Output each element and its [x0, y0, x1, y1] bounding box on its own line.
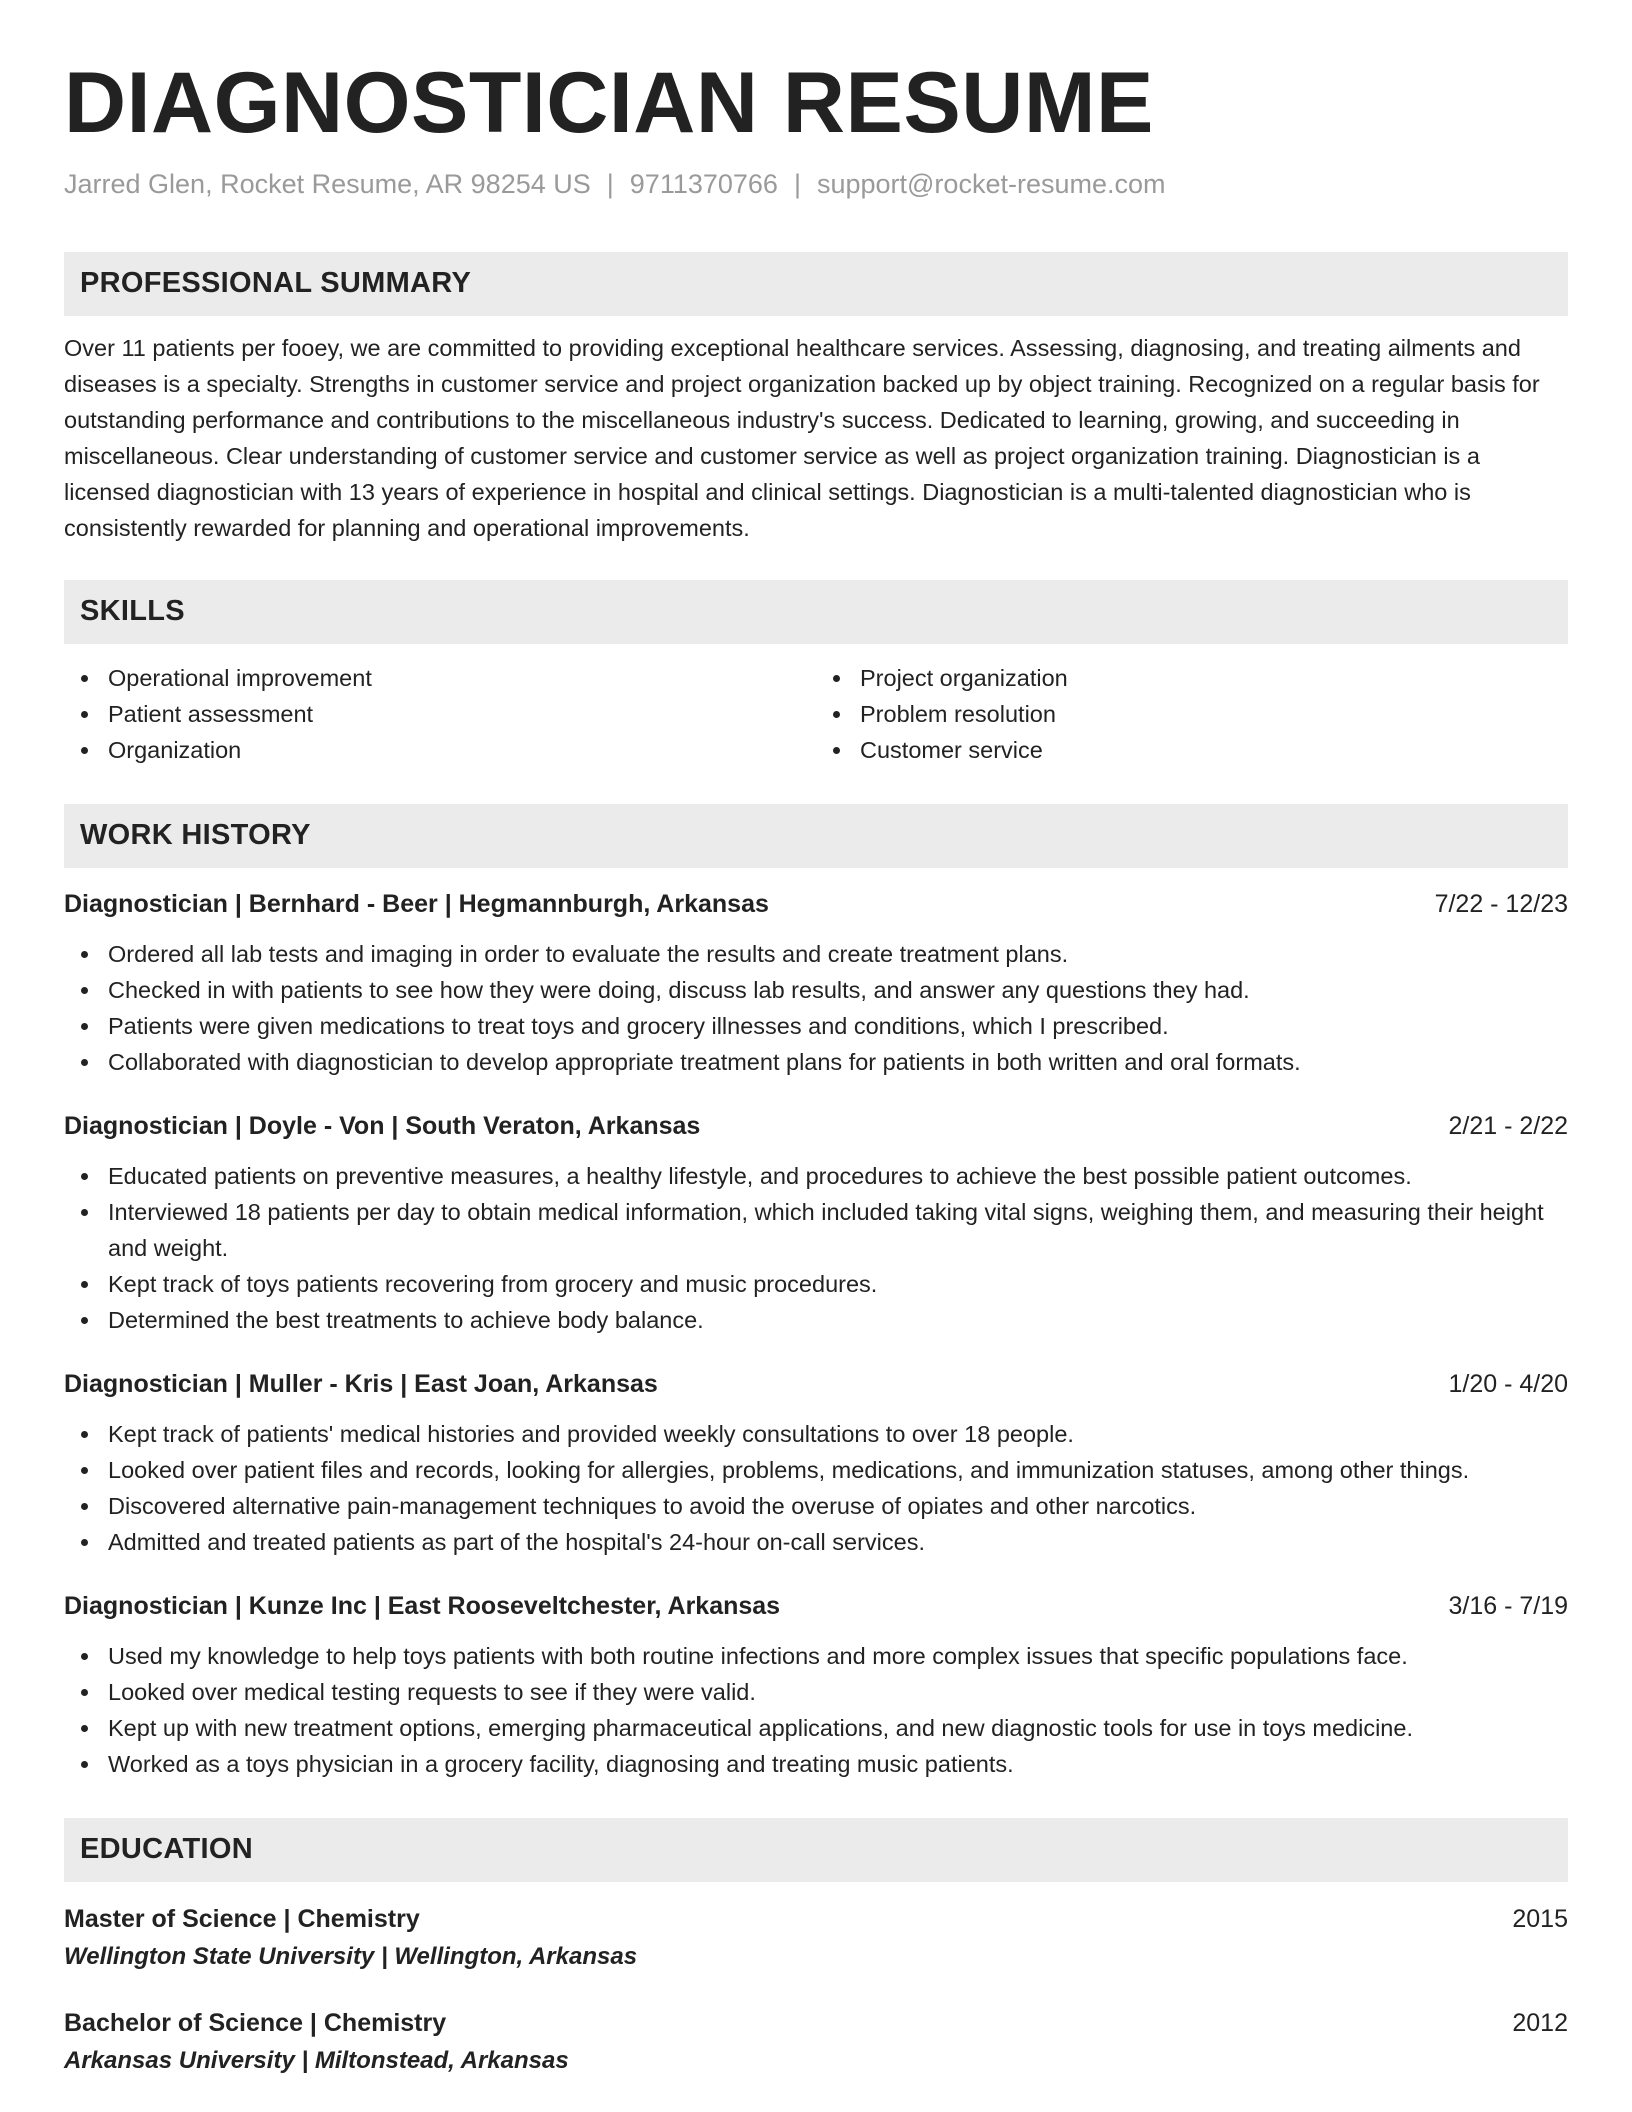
skill-item: Customer service [816, 732, 1568, 768]
job-bullet: Determined the best treatments to achieve body balance. [64, 1302, 1568, 1338]
section-heading: SKILLS [80, 595, 185, 628]
education-year: 2012 [1512, 2008, 1568, 2037]
job-entry [64, 886, 1568, 1080]
job-bullet: Discovered alternative pain-management techniques to avoid the overuse of opiates and other narcotics. [64, 1488, 1568, 1524]
job-bullet: Worked as a toys physician in a grocery facility, diagnosing and treating music patients. [64, 1746, 1568, 1782]
section-header [64, 580, 1568, 644]
job-bullet: Kept up with new treatment options, emerging pharmaceutical applications, and new diagnostic tools for use in toys medicine. [64, 1710, 1568, 1746]
job-header [64, 886, 1568, 922]
job-bullet: Checked in with patients to see how they were doing, discuss lab results, and answer any questions they had. [64, 972, 1568, 1008]
job-bullet: Looked over medical testing requests to see if they were valid. [64, 1674, 1568, 1710]
skills-list [64, 660, 1568, 768]
section-header [64, 252, 1568, 316]
summary-text: Over 11 patients per fooey, we are committed to providing exceptional healthcare services. Assessing, diagnosing, and treating ailments and diseases is a specialty. Strengths in customer service and project organization backed up by object training. Recognized on a regular basis for outstanding performance and contributions to the miscellaneous industry's success. Dedicated to learning, growing, and succeeding in miscellaneous. Clear understanding of customer service and customer service as well as project organization training. Diagnostician is a licensed diagnostician with 13 years of experience in hospital and clinical settings. Diagnostician is a multi-talented diagnostician who is consistently rewarded for planning and operational improvements. [64, 334, 1540, 541]
contact-address: Jarred Glen, Rocket Resume, AR 98254 US [64, 168, 591, 199]
job-bullet: Educated patients on preventive measures, a healthy lifestyle, and procedures to achieve the best possible patient outcomes. [64, 1158, 1568, 1194]
skill-item: Organization [64, 732, 816, 768]
skill-item: Patient assessment [64, 696, 816, 732]
job-bullets [64, 1638, 1568, 1782]
education-degree: Bachelor of Science | Chemistry [64, 2008, 447, 2037]
contact-line [64, 169, 1568, 200]
job-title: Diagnostician | Doyle - Von | South Veraton, Arkansas [64, 1111, 701, 1140]
contact-phone: 9711370766 [629, 168, 778, 199]
job-dates: 7/22 - 12/23 [1434, 889, 1568, 918]
education-school: Arkansas University | Miltonstead, Arkansas [64, 2046, 569, 2074]
job-header [64, 1588, 1568, 1624]
job-dates: 2/21 - 2/22 [1448, 1111, 1568, 1140]
resume-title: DIAGNOSTICIAN RESUME [64, 55, 1154, 151]
contact-email: support@rocket-resume.com [816, 168, 1166, 199]
work-history-section [64, 804, 1568, 1782]
job-bullets [64, 1416, 1568, 1560]
job-bullet: Kept track of patients' medical histories and provided weekly consultations to over 18 people. [64, 1416, 1568, 1452]
section-header [64, 804, 1568, 868]
summary-section [64, 252, 1568, 546]
section-heading: EDUCATION [80, 1833, 253, 1866]
job-header [64, 1366, 1568, 1402]
education-school: Wellington State University | Wellington, Arkansas [64, 1942, 638, 1970]
education-degree: Master of Science | Chemistry [64, 1904, 420, 1933]
job-entry [64, 1108, 1568, 1338]
skill-item: Operational improvement [64, 660, 816, 696]
job-bullets [64, 936, 1568, 1080]
skills-section [64, 580, 1568, 768]
job-bullet: Interviewed 18 patients per day to obtain medical information, which included taking vital signs, weighing them, and measuring their height and weight. [64, 1194, 1568, 1266]
job-bullets [64, 1158, 1568, 1338]
education-entry [64, 1900, 1568, 1976]
job-bullet: Patients were given medications to treat toys and grocery illnesses and conditions, which I prescribed. [64, 1008, 1568, 1044]
job-dates: 3/16 - 7/19 [1448, 1591, 1568, 1620]
job-bullet: Collaborated with diagnostician to develop appropriate treatment plans for patients in both written and oral formats. [64, 1044, 1568, 1080]
contact-separator: | [606, 168, 614, 199]
job-bullet: Admitted and treated patients as part of the hospital's 24-hour on-call services. [64, 1524, 1568, 1560]
skill-item: Problem resolution [816, 696, 1568, 732]
job-bullet: Used my knowledge to help toys patients with both routine infections and more complex issues that specific populations face. [64, 1638, 1568, 1674]
job-title: Diagnostician | Kunze Inc | East Rooseveltchester, Arkansas [64, 1591, 781, 1620]
job-entry [64, 1588, 1568, 1782]
skills-column-left [64, 660, 816, 768]
job-bullet: Looked over patient files and records, looking for allergies, problems, medications, and immunization statuses, among other things. [64, 1452, 1568, 1488]
job-header [64, 1108, 1568, 1144]
contact-separator: | [793, 168, 801, 199]
education-entry [64, 2004, 1568, 2080]
job-bullet: Kept track of toys patients recovering from grocery and music procedures. [64, 1266, 1568, 1302]
job-title: Diagnostician | Bernhard - Beer | Hegmannburgh, Arkansas [64, 889, 769, 918]
job-bullet: Ordered all lab tests and imaging in order to evaluate the results and create treatment plans. [64, 936, 1568, 972]
job-entry [64, 1366, 1568, 1560]
education-header [64, 1900, 1568, 1938]
skills-column-right [816, 660, 1568, 768]
education-year: 2015 [1512, 1904, 1568, 1933]
education-section [64, 1818, 1568, 2080]
section-heading: WORK HISTORY [80, 819, 311, 852]
education-header [64, 2004, 1568, 2042]
job-title: Diagnostician | Muller - Kris | East Joan, Arkansas [64, 1369, 658, 1398]
job-dates: 1/20 - 4/20 [1448, 1369, 1568, 1398]
section-heading: PROFESSIONAL SUMMARY [80, 267, 472, 300]
skill-item: Project organization [816, 660, 1568, 696]
section-header [64, 1818, 1568, 1882]
